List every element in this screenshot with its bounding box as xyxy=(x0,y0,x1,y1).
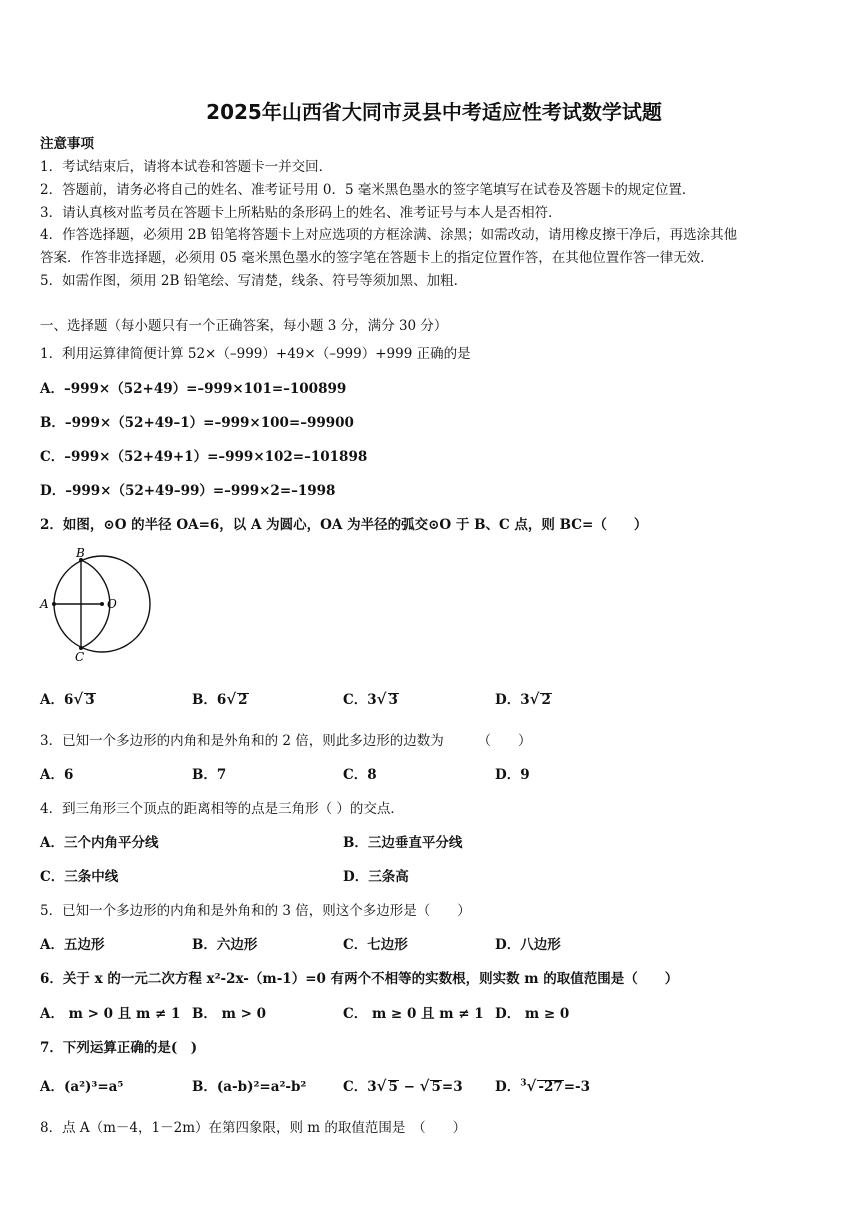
question-1-stem: 1．利用运算律简便计算 52×（–999）+49×（–999）+999 正确的是 xyxy=(40,346,471,362)
notice-item-4-cont: 答案．作答非选择题，必须用 05 毫米黑色墨水的签字笔在答题卡上的指定位置作答，在其他位置作答一律无效． xyxy=(40,250,714,266)
question-6-option-d: D． m ≥ 0 xyxy=(495,1006,570,1022)
label-o: O xyxy=(107,597,117,611)
notice-heading: 注意事项 xyxy=(40,136,94,152)
question-5-option-b: B．六边形 xyxy=(192,937,258,953)
question-1-option-c: C．–999×（52+49+1）=–999×102=–101898 xyxy=(40,449,368,465)
label-a: A xyxy=(40,597,49,611)
question-2-option-b: B．6√ 2 xyxy=(192,690,248,708)
question-5-stem: 5．已知一个多边形的内角和是外角和的 3 倍，则这个多边形是（ ） xyxy=(40,903,471,919)
section-heading: 一、选择题（每小题只有一个正确答案，每小题 3 分，满分 30 分） xyxy=(40,318,448,334)
point-o xyxy=(100,602,104,606)
question-3-stem: 3．已知一个多边形的内角和是外角和的 2 倍，则此多边形的边数为 （ ） xyxy=(40,733,532,749)
question-2-option-c: C．3√ 3 xyxy=(343,690,398,708)
notice-item-2: 2．答题前，请务必将自己的姓名、准考证号用 0．5 毫米黑色墨水的签字笔填写在试卷及答题卡的规定位置． xyxy=(40,182,696,198)
question-7-option-b: B．(a-b)²=a²-b² xyxy=(192,1079,307,1095)
question-7-stem: 7．下列运算正确的是( ) xyxy=(40,1040,198,1056)
question-3-option-a: A．6 xyxy=(40,767,74,783)
question-4-option-c: C．三条中线 xyxy=(40,869,119,885)
question-4-option-a: A．三个内角平分线 xyxy=(40,835,159,851)
point-a xyxy=(52,602,56,606)
question-3-option-b: B．7 xyxy=(192,767,227,783)
label-c: C xyxy=(75,650,85,664)
question-6-option-b: B． m > 0 xyxy=(192,1006,266,1022)
notice-item-1: 1．考试结束后，请将本试卷和答题卡一并交回． xyxy=(40,159,333,175)
label-b: B xyxy=(76,547,85,560)
question-5-option-c: C．七边形 xyxy=(343,937,408,953)
question-6-stem: 6．关于 x 的一元二次方程 x²-2x-（m-1）=0 有两个不相等的实数根，则实数 m 的取值范围是（ ） xyxy=(40,971,679,987)
notice-item-3: 3．请认真核对监考员在答题卡上所粘贴的条形码上的姓名、准考证号与本人是否相符． xyxy=(40,205,562,221)
question-1-option-b: B．–999×（52+49–1）=–999×100=–99900 xyxy=(40,415,354,431)
question-8-stem: 8．点 A（m－4，1－2m）在第四象限，则 m 的取值范围是 （ ） xyxy=(40,1120,467,1136)
question-4-stem: 4．到三角形三个顶点的距离相等的点是三角形（ ）的交点． xyxy=(40,801,404,817)
question-1-option-d: D．–999×（52+49–99）=–999×2=–1998 xyxy=(40,483,336,499)
question-3-option-d: D．9 xyxy=(495,767,530,783)
page-title: 2025年山西省大同市灵县中考适应性考试数学试题 xyxy=(206,100,662,124)
question-1-option-a: A．–999×（52+49）=–999×101=–100899 xyxy=(40,381,347,397)
question-6-option-c: C． m ≥ 0 且 m ≠ 1 xyxy=(343,1006,484,1022)
question-7-option-c: C．3√ 5 − √ 5=3 xyxy=(343,1077,463,1095)
question-5-option-a: A．五边形 xyxy=(40,937,105,953)
question-7-option-a: A．(a²)³=a⁵ xyxy=(40,1079,124,1095)
question-2-stem: 2．如图，⊙O 的半径 OA=6，以 A 为圆心，OA 为半径的弧交⊙O 于 B、C 点，则 BC=（ ） xyxy=(40,517,648,533)
notice-item-4: 4．作答选择题，必须用 2B 铅笔将答题卡上对应选项的方框涂满、涂黑；如需改动，请用橡皮擦干净后，再选涂其他 xyxy=(40,227,738,243)
question-2-option-d: D．3√ 2 xyxy=(495,690,551,708)
notice-item-5: 5．如需作图，须用 2B 铅笔绘、写清楚，线条、符号等须加黑、加粗． xyxy=(40,273,468,289)
question-6-option-a: A． m > 0 且 m ≠ 1 xyxy=(40,1006,181,1022)
question-4-option-b: B．三边垂直平分线 xyxy=(343,835,463,851)
question-7-option-d: D．$^3$√ -27=-3 xyxy=(495,1077,591,1095)
question-4-option-d: D．三条高 xyxy=(343,869,409,885)
circle-figure xyxy=(38,547,154,669)
question-2-option-a: A．6√ 3 xyxy=(40,690,95,708)
question-3-option-c: C．8 xyxy=(343,767,377,783)
question-5-option-d: D．八边形 xyxy=(495,937,561,953)
